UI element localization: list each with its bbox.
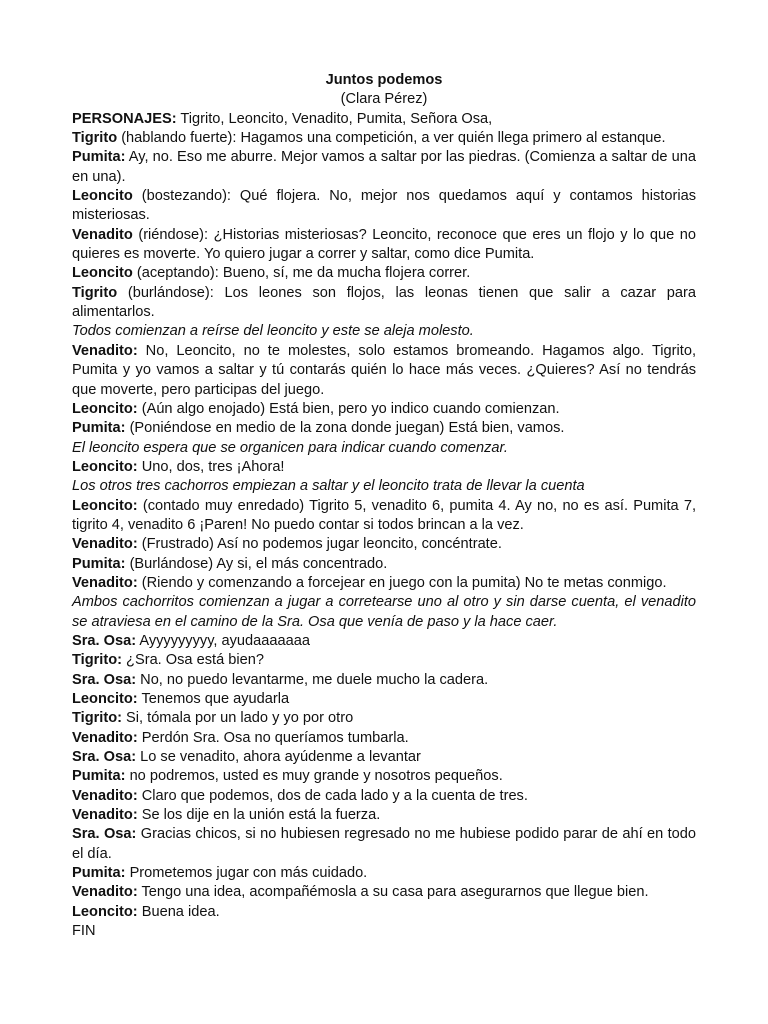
stage-direction: Todos comienzan a reírse del leoncito y este se aleja molesto.: [72, 323, 474, 340]
speaker-name: Tigrito: [72, 130, 118, 147]
dialogue-text: Prometemos jugar con más cuidado.: [125, 865, 368, 882]
dialogue-line: [72, 419, 696, 438]
speaker-name: Pumita:: [72, 420, 126, 437]
dialogue-text: No, Leoncito, no te molestes, solo estamos bromeando. Hagamos algo. Tigrito, Pumita y yo vamos a saltar y tú contarás quién lo hace más veces. ¿Quieres? Así no tendrás que moverte, pero participas del juego.: [72, 342, 696, 398]
dialogue-text: Ayyyyyyyyy, ayudaaaaaaa: [136, 632, 310, 649]
dialogue-text: (Aún algo enojado) Está bien, pero yo indico cuando comienzan.: [137, 400, 560, 417]
dialogue-text: Claro que podemos, dos de cada lado y a la cuenta de tres.: [137, 787, 528, 804]
speaker-name: Pumita:: [72, 768, 126, 785]
speaker-name: Leoncito:: [72, 400, 138, 417]
dialogue-text: (Burlándose) Ay si, el más concentrado.: [125, 555, 388, 572]
dialogue-line: [72, 883, 696, 902]
speaker-name: Venadito: [72, 226, 133, 243]
dialogue-text: (bostezando): Qué flojera. No, mejor nos quedamos aquí y contamos historias misteriosas.: [72, 188, 696, 224]
dialogue-text: Tengo una idea, acompañémosla a su casa para asegurarnos que llegue bien.: [137, 884, 649, 901]
dialogue-text: Se los dije en la unión está la fuerza.: [137, 807, 381, 824]
dialogue-line: [72, 903, 696, 922]
dialogue-line: [72, 535, 696, 554]
dialogue-line: [72, 400, 696, 419]
speaker-name: Tigrito:: [72, 710, 122, 727]
script-body: [72, 110, 696, 942]
dialogue-line: [72, 574, 696, 593]
dialogue-text: Gracias chicos, si no hubiesen regresado no me hubiese podido parar de ahí en todo el día.: [72, 826, 696, 862]
speaker-name: Venadito:: [72, 342, 138, 359]
speaker-name: Leoncito:: [72, 903, 138, 920]
dialogue-line: [72, 110, 696, 129]
dialogue-line: [72, 264, 696, 283]
stage-direction: Ambos cachorritos comienzan a jugar a corretearse uno al otro y sin darse cuenta, el venadito se atraviesa en el camino de la Sra. Osa que venía de paso y la hace caer.: [72, 594, 696, 630]
dialogue-text: ¿Sra. Osa está bien?: [122, 652, 264, 669]
dialogue-line: [72, 748, 696, 767]
dialogue-line: [72, 226, 696, 265]
speaker-name: PERSONAJES:: [72, 110, 177, 127]
dialogue-line: [72, 458, 696, 477]
speaker-name: Leoncito: [72, 188, 133, 205]
speaker-name: Leoncito: [72, 265, 133, 282]
dialogue-line: [72, 864, 696, 883]
stage-direction: Los otros tres cachorros empiezan a saltar y el leoncito trata de llevar la cuenta: [72, 478, 585, 495]
dialogue-text: Si, tómala por un lado y yo por otro: [122, 710, 354, 727]
speaker-name: Pumita:: [72, 555, 126, 572]
dialogue-text: Tenemos que ayudarla: [137, 691, 290, 707]
dialogue-text: (hablando fuerte): Hagamos una competición, a ver quién llega primero al estanque.: [117, 130, 666, 147]
dialogue-line: [72, 148, 696, 187]
speaker-name: Venadito:: [72, 884, 138, 901]
document-title: Juntos podemos: [325, 72, 443, 88]
document-author: (Clara Pérez): [340, 91, 428, 108]
dialogue-line: [72, 709, 696, 728]
speaker-name: Tigrito:: [72, 652, 122, 669]
dialogue-text: Buena idea.: [137, 903, 220, 920]
speaker-name: Venadito:: [72, 787, 138, 804]
dialogue-line: [72, 555, 696, 574]
dialogue-text: (burlándose): Los leones son flojos, las leonas tienen que salir a cazar para alimentarlos.: [72, 284, 696, 321]
dialogue-line: [72, 342, 696, 400]
speaker-name: Leoncito:: [72, 458, 138, 475]
speaker-name: Venadito:: [72, 807, 138, 824]
speaker-name: Tigrito: [72, 284, 118, 301]
speaker-name: Leoncito:: [72, 497, 138, 514]
dialogue-line: [72, 651, 696, 670]
dialogue-line: [72, 767, 696, 786]
end-marker: FIN: [72, 923, 96, 940]
stage-direction: El leoncito espera que se organicen para indicar cuando comenzar.: [72, 439, 508, 456]
dialogue-line: [72, 497, 696, 536]
speaker-name: Sra. Osa:: [72, 632, 137, 649]
dialogue-text: (contado muy enredado) Tigrito 5, venadito 6, pumita 4. Ay no, no es así. Pumita 7, tigrito 4, venadito 6 ¡Paren! No puedo contar si todos brincan a la vez.: [72, 497, 696, 533]
dialogue-text: Tigrito, Leoncito, Venadito, Pumita, Señora Osa,: [176, 110, 493, 127]
dialogue-text: (Riendo y comenzando a forcejear en juego con la pumita) No te metas conmigo.: [137, 574, 667, 591]
dialogue-text: (aceptando): Bueno, sí, me da mucha flojera correr.: [132, 265, 471, 282]
speaker-name: Sra. Osa:: [72, 749, 137, 766]
dialogue-line: [72, 632, 696, 651]
dialogue-line: [72, 825, 696, 864]
dialogue-text: (Frustrado) Así no podemos jugar leoncito, concéntrate.: [137, 536, 502, 553]
dialogue-line: [72, 129, 696, 148]
speaker-name: Venadito:: [72, 729, 138, 746]
dialogue-line: [72, 284, 696, 323]
speaker-name: Sra. Osa:: [72, 826, 137, 843]
dialogue-line: [72, 729, 696, 748]
speaker-name: Pumita:: [72, 149, 126, 166]
dialogue-text: Lo se venadito, ahora ayúdenme a levantar: [136, 749, 421, 766]
speaker-name: Leoncito:: [72, 691, 138, 707]
speaker-name: Pumita:: [72, 865, 126, 882]
document-page: [72, 71, 696, 941]
dialogue-line: [72, 806, 696, 825]
dialogue-line: [72, 187, 696, 226]
dialogue-text: (Poniéndose en medio de la zona donde juegan) Está bien, vamos.: [125, 420, 565, 437]
speaker-name: Venadito:: [72, 574, 138, 591]
dialogue-text: (riéndose): ¿Historias misteriosas? Leoncito, reconoce que eres un flojo y lo que no quieres es moverte. Yo quiero jugar a correr y saltar, como dice Pumita.: [72, 226, 696, 263]
dialogue-line: [72, 671, 696, 690]
dialogue-text: No, no puedo levantarme, me duele mucho la cadera.: [136, 671, 489, 688]
speaker-name: Venadito:: [72, 536, 138, 553]
dialogue-line: [72, 690, 696, 709]
dialogue-text: Uno, dos, tres ¡Ahora!: [137, 458, 285, 475]
dialogue-text: no podremos, usted es muy grande y nosotros pequeños.: [125, 768, 503, 785]
dialogue-text: Ay, no. Eso me aburre. Mejor vamos a saltar por las piedras. (Comienza a saltar de una en una).: [72, 149, 696, 185]
dialogue-line: [72, 787, 696, 806]
dialogue-text: Perdón Sra. Osa no queríamos tumbarla.: [137, 729, 409, 746]
speaker-name: Sra. Osa:: [72, 671, 137, 688]
